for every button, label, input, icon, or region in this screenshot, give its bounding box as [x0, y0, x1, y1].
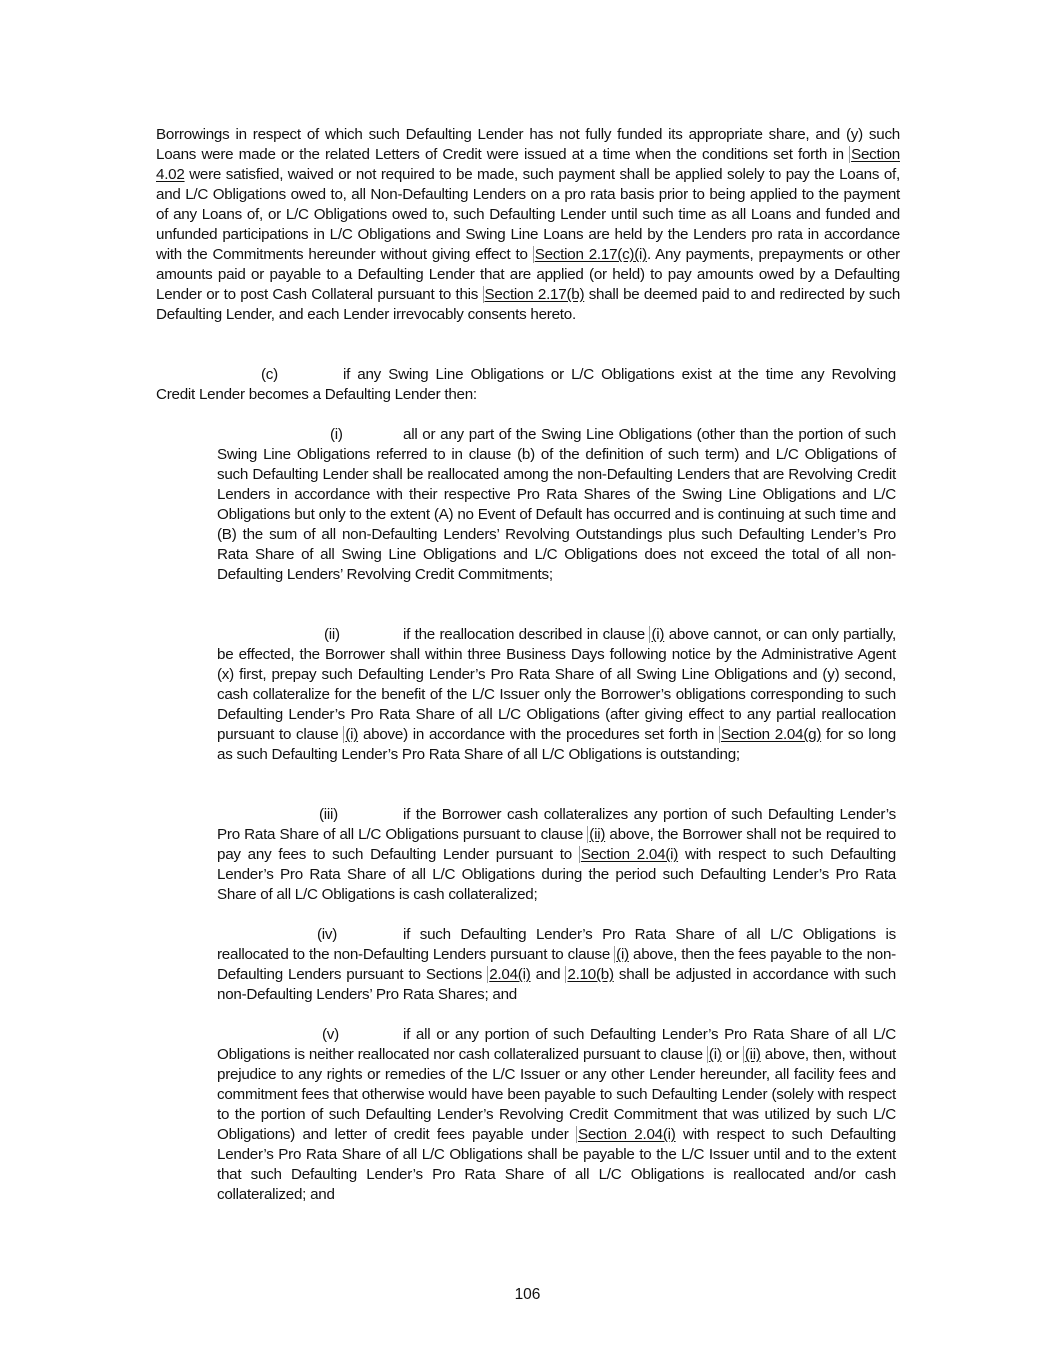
- clause-text: above, then, without prejudice to any rights or remedies of the L/C Issuer or any other Lender hereunder, all facility fees and commitment fees that otherwise would have been payable to such Defaulting Lender (solely with respect to the portion of such Defaulting Lender’s Revolving Credit Commitment that was utilized by such L/C Obligations) and letter of credit fees payable under: [217, 1046, 896, 1143]
- clause-reference-link[interactable]: (i): [651, 626, 665, 643]
- clause-label: (v): [322, 1026, 339, 1043]
- clause-label: (c): [261, 366, 278, 383]
- clause-text: or: [721, 1046, 743, 1063]
- section-reference-link[interactable]: Section 2.17(b): [484, 286, 585, 303]
- section-reference-link[interactable]: Section 4.02: [156, 146, 900, 183]
- paragraph-continuation: [156, 125, 900, 325]
- clause-text: and: [530, 966, 566, 983]
- clause-label: (iv): [317, 926, 338, 943]
- paragraph-text: were satisfied, waived or not required to be made, such payment shall be applied solely to pay the Loans of, and L/C Obligations owed to, all Non-Defaulting Lenders on a pro rata basis prior to being applied to the payment of any Loans of, or L/C Obligations owed to, such Defaulting Lender until such time as all Loans and funded and unfunded participations in L/C Obligations and Swing Line Loans are held by the Lenders pro rata in accordance with the Commitments hereunder without giving effect to: [156, 166, 900, 263]
- clause-label: (iii): [319, 806, 338, 823]
- clause-text: if the reallocation described in clause: [403, 626, 650, 643]
- clause-text: above, the Borrower shall not be required to pay any fees to such Defaulting Lender pursuant to: [217, 826, 896, 863]
- clause-text: if any Swing Line Obligations or L/C Obligations exist at the time any Revolving Credit Lender becomes a Defaulting Lender then:: [156, 366, 896, 403]
- paragraph-text: . Any payments, prepayments or other amounts paid or payable to a Defaulting Lender that are applied (or held) to pay amounts owed by a Defaulting Lender or to post Cash Collateral pursuant to this: [156, 246, 900, 303]
- page-number: 106: [514, 1286, 541, 1303]
- clause-reference-link[interactable]: (ii): [744, 1046, 761, 1063]
- section-reference-link[interactable]: 2.04(i): [489, 966, 531, 983]
- clause-ii: [217, 625, 896, 765]
- clause-i: [217, 425, 896, 585]
- clause-reference-link[interactable]: (i): [708, 1046, 722, 1063]
- clause-text: all or any part of the Swing Line Obligations (other than the portion of such Swing Line Obligations referred to in clause (b) of the definition of such term) and L/C Obligations of such Defaulting Lender shall be reallocated among the non-Defaulting Lenders that are Revolving Credit Lenders in accordance with their respective Pro Rata Shares of the Swing Line Obligations and L/C Obligations but only to the extent (A) no Event of Default has occurred and is continuing at such time and (B) the sum of all non-Defaulting Lenders’ Revolving Outstandings plus such Defaulting Lender’s Pro Rata Share of all Swing Line Obligations and L/C Obligations does not exceed the total of all non-Defaulting Lenders’ Revolving Credit Commitments;: [217, 426, 896, 583]
- clause-text: above) in accordance with the procedures set forth in: [358, 726, 719, 743]
- clause-text: if the Borrower cash collateralizes any portion of such Defaulting Lender’s Pro Rata Share of all L/C Obligations pursuant to clause: [217, 806, 896, 843]
- clause-reference-link[interactable]: (i): [345, 726, 359, 743]
- clause-text: if all or any portion of such Defaulting Lender’s Pro Rata Share of all L/C Obligations is neither reallocated nor cash collateralized pursuant to clause: [217, 1026, 896, 1063]
- clause-text: with respect to such Defaulting Lender’s Pro Rata Share of all L/C Obligations shall be payable to the L/C Issuer until and to the extent that such Defaulting Lender’s Pro Rata Share of all L/C Obligations is reallocated and/or cash collateralized; and: [217, 1126, 896, 1203]
- clause-text: above cannot, or can only partially, be effected, the Borrower shall within three Business Days following notice by the Administrative Agent (x) first, prepay such Defaulting Lender’s Pro Rata Share of all Swing Line Obligations and (y) second, cash collateralize for the benefit of the L/C Issuer only the Borrower’s obligations corresponding to such Defaulting Lender’s Pro Rata Share of all L/C Obligations (after giving effect to any partial reallocation pursuant to clause: [217, 626, 896, 743]
- clause-iv: [217, 925, 896, 1005]
- clause-c: [156, 365, 896, 405]
- clause-iii: [217, 805, 896, 905]
- clause-text: if such Defaulting Lender’s Pro Rata Share of all L/C Obligations is reallocated to the non-Defaulting Lenders pursuant to clause: [217, 926, 896, 963]
- section-reference-link[interactable]: Section 2.17(c)(i): [534, 246, 647, 263]
- section-reference-link[interactable]: Section 2.04(i): [580, 846, 679, 863]
- clause-label: (ii): [324, 626, 340, 643]
- section-reference-link[interactable]: 2.10(b): [567, 966, 614, 983]
- clause-text: for so long as such Defaulting Lender’s Pro Rata Share of all L/C Obligations is outstanding;: [217, 726, 897, 763]
- clause-label: (i): [330, 426, 343, 443]
- paragraph-text: Borrowings in respect of which such Defaulting Lender has not fully funded its appropriate share, and (y) such Loans were made or the related Letters of Credit were issued at a time when the conditions set forth in: [156, 126, 900, 163]
- clause-text: shall be adjusted in accordance with such non-Defaulting Lenders’ Pro Rata Shares; and: [217, 966, 896, 1003]
- clause-text: above, then the fees payable to the non-Defaulting Lenders pursuant to Sections: [217, 946, 896, 983]
- clause-text: with respect to such Defaulting Lender’s Pro Rata Share of all L/C Obligations during the period such Defaulting Lender’s Pro Rata Share of all L/C Obligations is cash collateralized;: [217, 846, 896, 903]
- section-reference-link[interactable]: Section 2.04(g): [720, 726, 822, 743]
- clause-reference-link[interactable]: (ii): [589, 826, 606, 843]
- paragraph-text: shall be deemed paid to and redirected by such Defaulting Lender, and each Lender irrevocably consents hereto.: [156, 286, 901, 323]
- section-reference-link[interactable]: Section 2.04(i): [577, 1126, 676, 1143]
- clause-v: [217, 1025, 896, 1205]
- clause-reference-link[interactable]: (i): [616, 946, 629, 963]
